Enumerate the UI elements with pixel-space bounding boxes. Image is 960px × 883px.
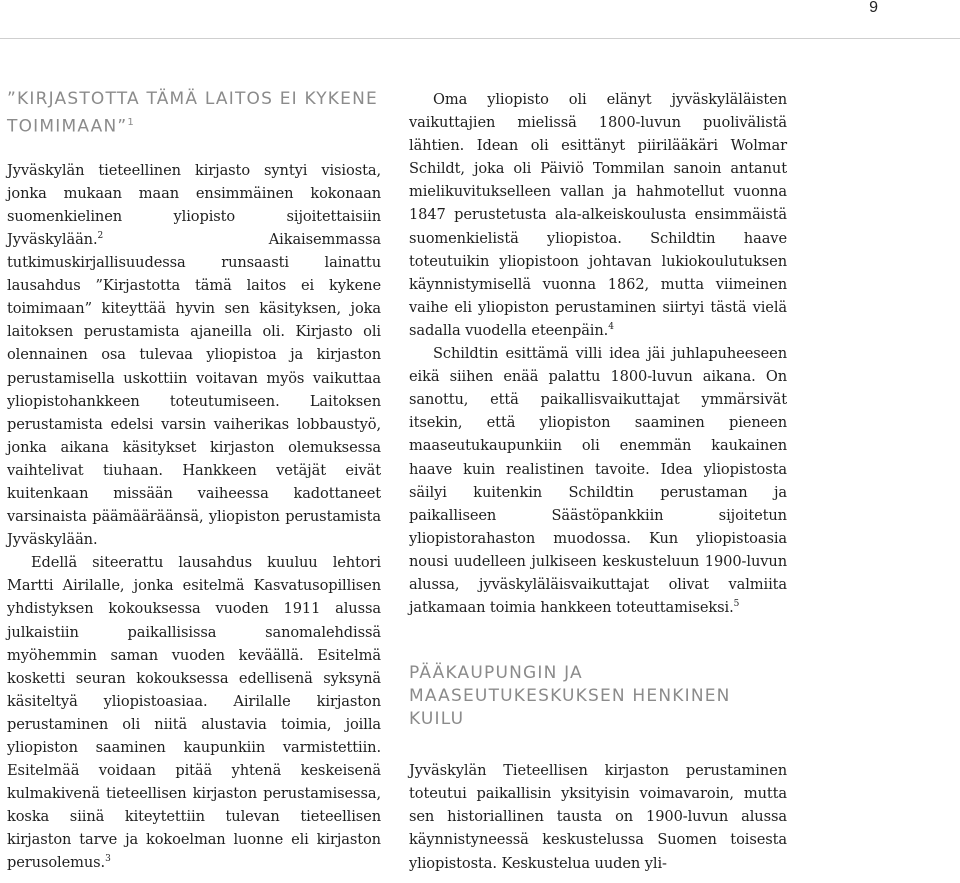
footnote-ref: 5 [733,599,740,610]
paragraph [409,342,787,619]
section-heading-1 [7,88,381,139]
left-column [7,88,381,875]
heading-text: ”KIRJASTOTTA TÄMÄ LAITOS EI KYKENE TOIMIMAAN” [7,89,378,137]
paragraph: Jyväskylän Tieteellisen kirjaston perustaminen toteutui paikallisin yksityisin voimavaroin, mutta sen historiallinen tausta on 1900-luvun alussa käynnistyneessä keskustelussa Suomen toisesta yliopistosta. Keskustelua uuden yli- [409,762,787,872]
footnote-ref: 4 [608,322,614,333]
right-column [409,88,787,875]
paragraph [409,88,787,342]
section-heading-2: PÄÄKAUPUNGIN JA MAASEUTUKESKUKSEN HENKINEN KUILU [409,663,731,730]
footnote-ref: 3 [105,854,111,865]
page-header-bar [0,0,960,39]
footnote-ref: 2 [97,231,104,242]
paragraph-text: Schildtin esittämä villi idea jäi juhlapuheeseen eikä siihen enää palattu 1800-luvun aikana. On sanottu, että paikallisvaikuttajat ymmärsivät itsekin, että yliopiston saaminen pieneen maaseutukaupunkiin oli enemmän kaukainen haave kuin realistinen tavoite. Idea yliopistosta säilyi kuitenkin Schildtin perustaman ja paikalliseen Säästöpankkiin sijoitetun yliopistorahaston muodossa. Kun yliopistoasia nousi uudelleen julkiseen keskusteluun 1900-luvun alussa, jyväskyläläisvaikuttajat olivat valmiita jatkamaan toimia hankkeen toteuttamiseksi. [409,345,787,617]
paragraph-text: Jyväskylän tieteellinen kirjasto syntyi visiosta, jonka mukaan maan ensimmäinen kokonaan suomenkielinen yliopisto sijoitettaisiin Jyväskylään. [7,161,381,248]
footnote-ref: 1 [127,117,134,128]
page-number: 9 [869,0,878,16]
paragraph-text: Edellä siteerattu lausahdus kuuluu lehtori Martti Airilalle, jonka esitelmä Kasvatusopillisen yhdistyksen kokouksessa vuoden 1911 alussa julkaistiin paikallisissa sanomalehdissä myöhemmin saman vuoden keväällä. Esitelmä kosketti seuran kokouksessa edellisenä syksynä käsiteltyä yliopistoasiaa. Airilalle kirjaston perustaminen oli niitä alustavia toimia, joilla yliopiston saaminen kaupunkiin varmistettiin. Esitelmää voidaan pitää yhtenä keskeisenä kulmakivenä tieteellisen kirjaston perustamisessa, koska siinä kiteytettiin tulevan tieteellisen kirjaston tarve ja kokoelman luonne eli kirjaston perusolemus. [7,554,381,872]
paragraph [7,551,381,874]
paragraph-text: Oma yliopisto oli elänyt jyväskyläläisten vaikuttajien mielissä 1800-luvun puolivälistä lähtien. Idean oli esittänyt piirilääkäri Wolmar Schildt, joka oli Päiviö Tommilan sanoin antanut mielikuvitukselleen vallan ja hahmotellut vuonna 1847 perustetusta ala-alkeiskoulusta ensimmäistä suomenkielistä yliopistoa. Schildtin haave toteutuikin yliopistoon johtavan lukiokoulutuksen käynnistymisellä vuonna 1862, mutta viimeinen vaihe eli yliopiston perustaminen siirtyi tästä vielä sadalla vuodella eteenpäin. [409,91,787,339]
paragraph-text: Aikaisemmassa tutkimuskirjallisuudessa runsaasti lainattu lausahdus ”Kirjastotta tämä laitos ei kykene toimimaan” kiteyttää hyvin sen käsityksen, joka laitoksen perustamista ajaneilla oli. Kirjasto oli olennainen osa tulevaa yliopistoa ja kirjaston perustamisella uskottiin voitavan myös vaikuttaa yliopistohankkeen toteutumiseen. Laitoksen perustamista edelsi varsin vaiherikas lobbaustyö, jonka aikana käsitykset kirjaston olemuksessa vaihtelivat tiuhaan. Hankkeen vetäjät eivät kuitenkaan missään vaiheessa kadottaneet varsinaista päämääräänsä, yliopiston perustamista Jyväskylään. [7,230,381,549]
paragraph [7,159,381,552]
